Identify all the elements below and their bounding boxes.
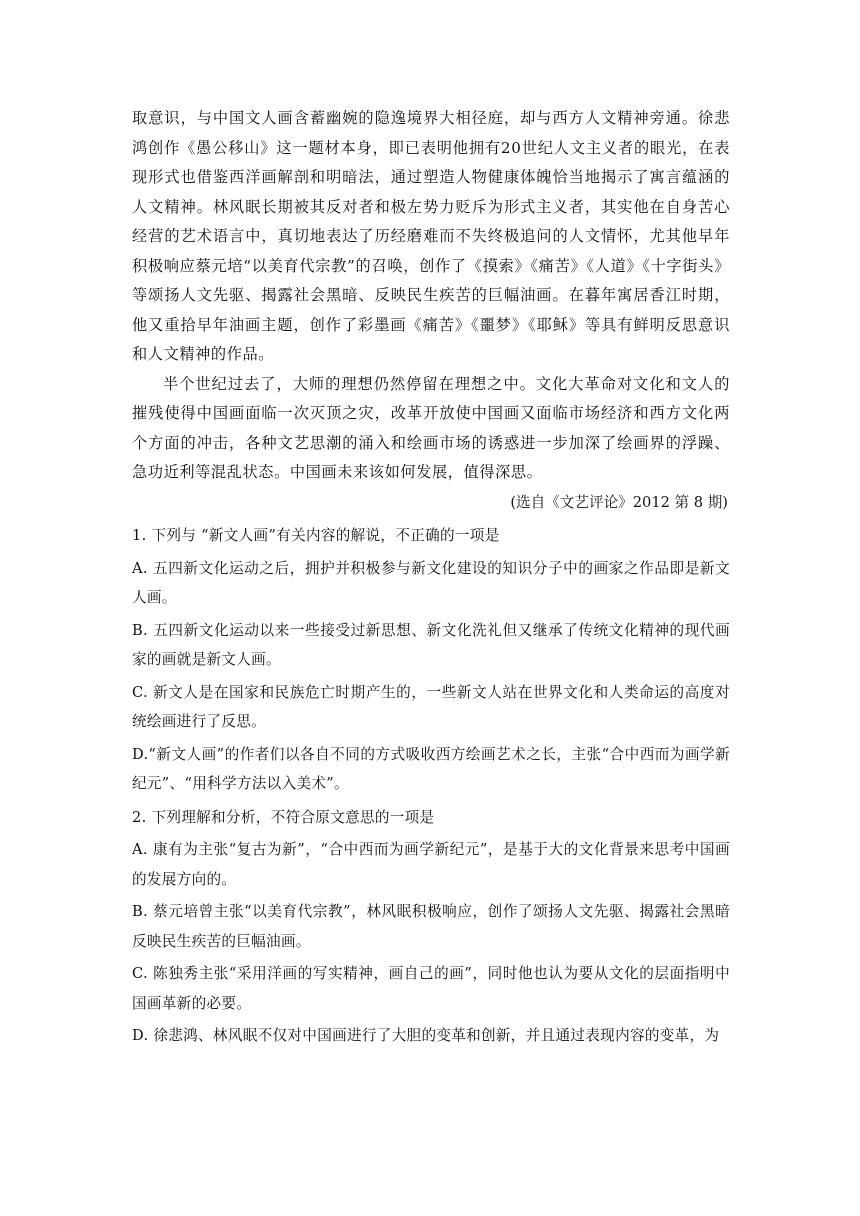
question-2-option-a: A. 康有为主张“复古为新”，“合中西而为画学新纪元”，是基于大的文化背景来思考中国画的发展方向的。 [132, 841, 730, 888]
passage-paragraph-1: 取意识，与中国文人画含蓄幽婉的隐逸境界大相径庭，却与西方人文精神旁通。徐悲鸿创作《愚公移山》这一题材本身，即已表明他拥有20世纪人文主义者的眼光，在表现形式也借鉴西洋画解剖和明暗法，通过塑造人物健康体魄恰当地揭示了寓言蕴涵的人文精神。林风眠长期被其反对者和极左势力贬斥为形式主义者，其实他在自身苦心经营的艺术语言中，真切地表达了历经磨难而不失终极追问的人文情怀，尤其他早年积极响应蔡元培“以美育代宗教”的召唤，创作了《摸索》《痛苦》《人道》《十字街头》等颂扬人文先驱、揭露社会黑暗、反映民生疾苦的巨幅油画。在暮年寓居香江时期，他又重拾早年油画主题，创作了彩墨画《痛苦》《噩梦》《耶稣》等具有鲜明反思意识和人文精神的作品。 [132, 109, 730, 363]
question-1-option-c: C. 新文人是在国家和民族危亡时期产生的，一些新文人站在世界文化和人类命运的高度对统绘画进行了反思。 [132, 683, 730, 730]
question-1-option-b: B. 五四新文化运动以来一些接受过新思想、新文化洗礼但又继承了传统文化精神的现代画家的画就是新文人画。 [132, 621, 730, 668]
question-1-option-d: D.“新文人画”的作者们以各自不同的方式吸收西方绘画艺术之长，主张“合中西而为画学新纪元”、“用科学方法以入美术”。 [132, 745, 730, 792]
document-page [132, 104, 730, 1051]
question-2 [132, 803, 730, 1051]
passage-source: (选自《文艺评论》2012 第 8 期) [510, 493, 728, 511]
question-1-stem: 1. 下列与 “新文人画”有关内容的解说，不正确的一项是 [132, 527, 500, 544]
question-2-option-c: C. 陈独秀主张“采用洋画的写实精神，画自己的画”，同时他也认为要从文化的层面指明中国画革新的必要。 [132, 965, 730, 1012]
question-1-option-a: A. 五四新文化运动之后，拥护并积极参与新文化建设的知识分子中的画家之作品即是新文人画。 [132, 559, 730, 606]
passage-paragraph-2: 半个世纪过去了，大师的理想仍然停留在理想之中。文化大革命对文化和文人的摧残使得中国画面临一次灭顶之灾，改革开放使中国画又面临市场经济和西方文化两个方面的冲击，各种文艺思潮的涌入和绘画市场的诱惑进一步加深了绘画界的浮躁、急功近利等混乱状态。中国画未来该如何发展，值得深思。 [132, 374, 730, 481]
question-2-option-d: D. 徐悲鸿、林风眠不仅对中国画进行了大胆的变革和创新，并且通过表现内容的变革，为 [132, 1027, 720, 1044]
question-2-stem: 2. 下列理解和分析，不符合原文意思的一项是 [132, 808, 435, 826]
question-2-option-b: B. 蔡元培曾主张“以美育代宗教”，林风眠积极响应，创作了颂扬人文先驱、揭露社会黑暗反映民生疾苦的巨幅油画。 [132, 903, 730, 950]
question-1 [132, 521, 730, 799]
